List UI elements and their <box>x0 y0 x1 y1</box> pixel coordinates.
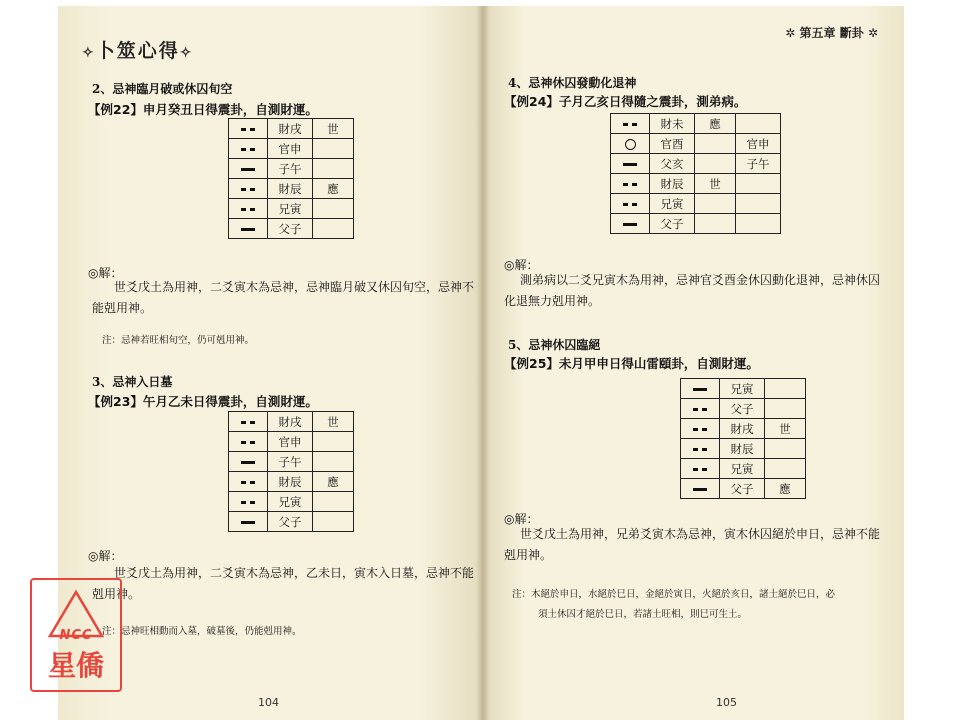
changed-yao-cell <box>736 194 781 214</box>
shi-ying-cell <box>765 399 806 419</box>
note-1: 注：忌神若旺相旬空，仍可剋用神。 <box>102 335 255 346</box>
yao-cell <box>229 512 268 532</box>
yao-cell <box>229 159 268 179</box>
header-star-left-icon: ✲ <box>785 26 796 40</box>
yin-line-icon <box>241 421 255 424</box>
section-4-title: 4、忌神休囚發動化退神 <box>508 76 637 90</box>
shi-ying-cell <box>695 214 736 234</box>
page-number-right: 105 <box>716 696 737 709</box>
shi-ying-cell <box>695 134 736 154</box>
yao-cell <box>229 432 268 452</box>
shi-ying-cell: 世 <box>695 174 736 194</box>
yao-cell <box>611 214 650 234</box>
yao-cell <box>681 439 720 459</box>
shi-ying-cell <box>765 459 806 479</box>
hexagram-row <box>611 214 781 234</box>
yin-line-icon <box>241 208 255 211</box>
example-24 <box>504 92 746 110</box>
changed-yao-cell: 子午 <box>736 154 781 174</box>
example-25 <box>504 354 759 372</box>
liuqin-cell: 兄寅 <box>268 199 313 219</box>
section-5-title: 5、忌神休囚臨絕 <box>508 338 601 352</box>
liuqin-cell: 財未 <box>650 114 695 134</box>
liuqin-cell: 兄寅 <box>268 492 313 512</box>
liuqin-cell: 財辰 <box>720 439 765 459</box>
hexagram-row <box>229 219 354 239</box>
yao-cell <box>229 412 268 432</box>
shi-ying-cell: 應 <box>695 114 736 134</box>
shi-ying-cell <box>313 159 354 179</box>
yao-cell <box>229 119 268 139</box>
yang-line-icon <box>241 228 255 231</box>
yang-line-icon <box>693 488 707 491</box>
solution-paragraph-2-line-1: 世爻戊土為用神，二爻寅木為忌神，乙未日，寅木入日墓，忌神不能 <box>114 566 475 580</box>
yin-line-icon <box>693 428 707 431</box>
yin-line-icon <box>623 183 637 186</box>
note-3-line-1: 注：木絕於申日，水絕於巳日，金絕於寅日，火絕於亥日，諸土絕於巳日，必 <box>512 589 836 600</box>
header-diamond-right-icon: ✧ <box>179 45 194 61</box>
example-23 <box>88 392 318 410</box>
hexagram-row <box>229 472 354 492</box>
shi-ying-cell <box>313 512 354 532</box>
yao-cell <box>229 472 268 492</box>
yao-cell <box>681 479 720 499</box>
yao-cell <box>611 114 650 134</box>
solution-paragraph-1-line-2: 能剋用神。 <box>92 301 153 315</box>
example-23-text: 午月乙未日得震卦，自測財運。 <box>142 394 318 409</box>
hexagram-row <box>229 492 354 512</box>
changed-yao-cell <box>736 114 781 134</box>
page-number-left: 104 <box>258 696 279 709</box>
shi-ying-cell <box>695 154 736 174</box>
yang-line-icon <box>623 223 637 226</box>
hexagram-row <box>681 439 806 459</box>
note-2: 注：忌神旺相動而入墓，破墓後，仍能剋用神。 <box>102 626 302 637</box>
yin-line-icon <box>241 481 255 484</box>
yin-line-icon <box>623 203 637 206</box>
yin-line-icon <box>693 408 707 411</box>
yin-line-icon <box>693 448 707 451</box>
yin-line-icon <box>241 148 255 151</box>
yao-cell <box>681 379 720 399</box>
chapter-title: 斷卦 <box>839 26 864 40</box>
changed-yao-cell <box>736 174 781 194</box>
yang-line-icon <box>241 168 255 171</box>
yao-cell <box>681 399 720 419</box>
hexagram-row <box>229 139 354 159</box>
hexagram-row <box>611 194 781 214</box>
solution-label-1: ◎解： <box>88 266 123 280</box>
liuqin-cell: 官申 <box>268 432 313 452</box>
section-3-title: 3、忌神入日墓 <box>92 375 173 389</box>
liuqin-cell: 子午 <box>268 452 313 472</box>
yin-line-icon <box>241 441 255 444</box>
shi-ying-cell <box>313 432 354 452</box>
solution-paragraph-3-line-1: 測弟病以二爻兄寅木為用神，忌神官爻酉金休囚動化退神，忌神休囚 <box>520 273 881 287</box>
yao-cell <box>611 154 650 174</box>
open-book <box>58 6 904 720</box>
liuqin-cell: 財辰 <box>268 179 313 199</box>
shi-ying-cell <box>313 452 354 472</box>
shi-ying-cell: 應 <box>313 472 354 492</box>
solution-label-2: ◎解： <box>88 549 123 563</box>
yao-cell <box>611 174 650 194</box>
shi-ying-cell <box>313 199 354 219</box>
right-page <box>482 6 904 720</box>
liuqin-cell: 財戌 <box>268 119 313 139</box>
yao-cell <box>229 219 268 239</box>
hexagram-row <box>681 419 806 439</box>
yin-line-icon <box>241 188 255 191</box>
hexagram-row <box>229 452 354 472</box>
liuqin-cell: 子午 <box>268 159 313 179</box>
liuqin-cell: 財戌 <box>268 412 313 432</box>
hexagram-row <box>229 512 354 532</box>
yao-cell <box>229 492 268 512</box>
yao-cell <box>611 134 650 154</box>
liuqin-cell: 父亥 <box>650 154 695 174</box>
left-page-header <box>82 36 193 63</box>
hexagram-row <box>611 114 781 134</box>
example-23-tag: 【例23】 <box>88 394 143 409</box>
yang-line-icon <box>241 521 255 524</box>
liuqin-cell: 父子 <box>650 214 695 234</box>
hexagram-row <box>229 199 354 219</box>
yao-cell <box>229 452 268 472</box>
hexagram-row <box>611 174 781 194</box>
hexagram-row <box>681 479 806 499</box>
example-24-text: 子月乙亥日得隨之震卦，測弟病。 <box>558 94 747 109</box>
hexagram-row <box>681 379 806 399</box>
liuqin-cell: 官申 <box>268 139 313 159</box>
hexagram-row <box>229 159 354 179</box>
yang-line-icon <box>693 388 707 391</box>
shi-ying-cell <box>313 492 354 512</box>
yin-line-icon <box>241 501 255 504</box>
shi-ying-cell <box>313 139 354 159</box>
liuqin-cell: 父子 <box>268 512 313 532</box>
yang-line-icon <box>623 163 637 166</box>
example-22-tag: 【例22】 <box>88 102 143 117</box>
shi-ying-cell: 世 <box>313 412 354 432</box>
liuqin-cell: 兄寅 <box>720 379 765 399</box>
yao-cell <box>611 194 650 214</box>
yao-cell <box>229 179 268 199</box>
shi-ying-cell: 應 <box>313 179 354 199</box>
note-3-line-2: 須土休囚才絕於巳日，若諸土旺相，則巳可生土。 <box>538 609 748 620</box>
shi-ying-cell <box>765 379 806 399</box>
liuqin-cell: 兄寅 <box>720 459 765 479</box>
section-2-title: 2、忌神臨月破或休囚旬空 <box>92 82 233 96</box>
hexagram-row <box>611 134 781 154</box>
hexagram-row <box>229 432 354 452</box>
example-24-tag: 【例24】 <box>504 94 559 109</box>
book-title: 卜筮心得 <box>95 40 180 62</box>
example-25-text: 未月甲申日得山雷頤卦，自測財運。 <box>558 356 759 371</box>
shi-ying-cell: 世 <box>765 419 806 439</box>
watermark-text-zh: 星僑 <box>47 649 104 682</box>
header-star-right-icon: ✲ <box>867 26 878 40</box>
yao-cell <box>229 199 268 219</box>
liuqin-cell: 父子 <box>268 219 313 239</box>
solution-paragraph-4-line-1: 世爻戊土為用神，兄弟爻寅木為忌神，寅木休囚絕於申日，忌神不能 <box>520 527 881 541</box>
hexagram-table-25 <box>680 378 806 499</box>
right-page-header <box>785 24 878 41</box>
liuqin-cell: 父子 <box>720 479 765 499</box>
yin-line-icon <box>241 128 255 131</box>
liuqin-cell: 父子 <box>720 399 765 419</box>
chapter-label: 第五章 <box>799 26 836 40</box>
yao-cell <box>229 139 268 159</box>
hexagram-row <box>681 459 806 479</box>
changed-yao-cell <box>736 214 781 234</box>
yin-line-icon <box>693 468 707 471</box>
shi-ying-cell <box>765 439 806 459</box>
liuqin-cell: 財辰 <box>650 174 695 194</box>
hexagram-row <box>681 399 806 419</box>
hexagram-row <box>229 119 354 139</box>
hexagram-table-22 <box>228 118 354 239</box>
changed-yao-cell: 官申 <box>736 134 781 154</box>
shi-ying-cell: 世 <box>313 119 354 139</box>
solution-paragraph-1-line-1: 世爻戊土為用神，二爻寅木為忌神，忌神臨月破又休囚旬空，忌神不 <box>114 280 475 294</box>
ncc-watermark-logo <box>30 578 122 692</box>
moving-yang-circle-icon <box>625 139 636 150</box>
solution-label-4: ◎解： <box>504 512 539 526</box>
watermark-text-en: NCC <box>59 628 93 643</box>
yao-cell <box>681 459 720 479</box>
hexagram-table-23 <box>228 411 354 532</box>
book-gutter <box>476 6 490 720</box>
shi-ying-cell <box>313 219 354 239</box>
liuqin-cell: 兄寅 <box>650 194 695 214</box>
hexagram-row <box>229 179 354 199</box>
example-22-text: 申月癸丑日得震卦，自測財運。 <box>142 102 318 117</box>
shi-ying-cell <box>695 194 736 214</box>
solution-paragraph-2-line-2: 剋用神。 <box>92 587 141 601</box>
yang-line-icon <box>241 461 255 464</box>
shi-ying-cell: 應 <box>765 479 806 499</box>
liuqin-cell: 官酉 <box>650 134 695 154</box>
example-25-tag: 【例25】 <box>504 356 559 371</box>
liuqin-cell: 財戌 <box>720 419 765 439</box>
yin-line-icon <box>623 123 637 126</box>
yao-cell <box>681 419 720 439</box>
example-22 <box>88 100 318 118</box>
hexagram-row <box>229 412 354 432</box>
solution-paragraph-4-line-2: 剋用神。 <box>504 548 553 562</box>
solution-paragraph-3-line-2: 化退無力剋用神。 <box>504 294 601 308</box>
header-diamond-left-icon: ✧ <box>82 45 96 61</box>
hexagram-table-24 <box>610 113 781 234</box>
hexagram-row <box>611 154 781 174</box>
liuqin-cell: 財辰 <box>268 472 313 492</box>
solution-label-3: ◎解： <box>504 258 539 272</box>
